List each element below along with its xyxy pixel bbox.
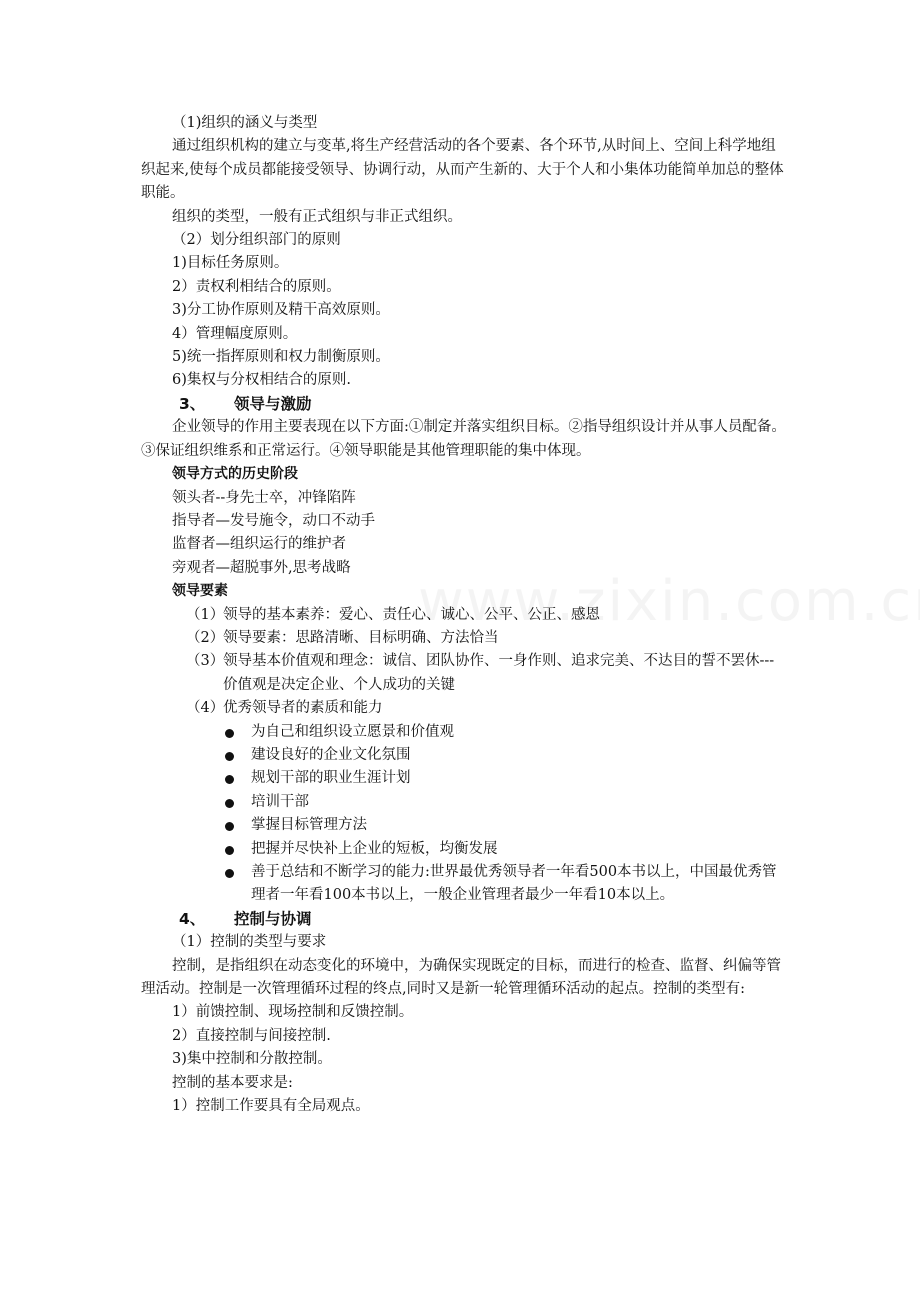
section-number: 4、	[179, 909, 206, 928]
item-label: （4）	[186, 700, 225, 717]
dept-principle: 6)集权与分权相结合的原则.	[172, 372, 351, 389]
dept-heading: （2）划分组织部门的原则	[172, 232, 341, 249]
lead-element-item	[141, 604, 786, 627]
lead-history-heading: 领导方式的历史阶段	[172, 466, 298, 483]
section-title: 领导与激励	[234, 394, 312, 413]
section-3-heading	[141, 393, 786, 416]
dept-principle: 3)分工协作原则及精干高效原则。	[172, 302, 390, 319]
lead-history-item: 旁观者—超脱事外,思考战略	[172, 559, 351, 576]
document-body	[141, 112, 786, 1118]
bullet-text: 培训干部	[251, 793, 309, 810]
org-definition: 通过组织机构的建立与变革,将生产经营活动的各个要素、各个环节,从时间上、空间上科学地组织起来,使每个成员都能接受领导、协调行动，从而产生新的、大于个人和小集体功能简单加总的整体职能。	[141, 138, 784, 202]
item-label: （3）	[186, 653, 225, 670]
dept-principle: 5)统一指挥原则和权力制衡原则。	[172, 349, 390, 366]
bullet-dot-icon	[225, 869, 234, 878]
bullet-text: 掌握目标管理方法	[251, 817, 367, 834]
bullet-item	[141, 721, 786, 744]
org-types: 组织的类型，一般有正式组织与非正式组织。	[172, 208, 462, 225]
lead-history-item: 指导者—发号施令，动口不动手	[172, 512, 375, 529]
ctrl-heading: （1）控制的类型与要求	[172, 934, 327, 951]
item-text: 领导的基本素养：爱心、责任心、诚心、公平、公正、感恩	[223, 606, 600, 623]
bullet-item	[141, 767, 786, 790]
bullet-item	[141, 791, 786, 814]
dept-principle: 2）责权利相结合的原则。	[172, 278, 341, 295]
bullet-dot-icon	[225, 822, 234, 831]
bullet-dot-icon	[225, 752, 234, 761]
dept-principle: 4）管理幅度原则。	[172, 325, 298, 342]
ctrl-type: 3)集中控制和分散控制。	[172, 1051, 332, 1068]
ctrl-type: 2）直接控制与间接控制.	[172, 1027, 331, 1044]
lead-element-item	[141, 627, 786, 650]
lead-role: 企业领导的作用主要表现在以下方面:①制定并落实组织目标。②指导组织设计并从事人员配备。③保证组织维系和正常运行。④领导职能是其他管理职能的集中体现。	[141, 419, 786, 459]
bullet-text: 把握并尽快补上企业的短板，均衡发展	[251, 840, 498, 857]
bullet-text: 规划干部的职业生涯计划	[251, 770, 411, 787]
item-text: 优秀领导者的素质和能力	[223, 700, 383, 717]
section-number: 3、	[179, 394, 206, 413]
bullet-dot-icon	[225, 775, 234, 784]
bullet-text: 善于总结和不断学习的能力:世界最优秀领导者一年看500本书以上，中国最优秀管理者一年看100本书以上，一般企业管理者最少一年看10本以上。	[251, 864, 777, 904]
lead-elements-heading: 领导要素	[172, 583, 228, 600]
item-label: （2）	[186, 629, 225, 646]
bullet-item	[141, 861, 786, 908]
section-4-heading	[141, 908, 786, 931]
bullet-dot-icon	[225, 799, 234, 808]
lead-history-item: 监督者—组织运行的维护者	[172, 536, 346, 553]
bullet-item	[141, 814, 786, 837]
bullet-item	[141, 744, 786, 767]
dept-principle: 1)目标任务原则。	[172, 255, 289, 272]
ctrl-req-heading: 控制的基本要求是:	[172, 1074, 293, 1091]
item-label: （1）	[186, 606, 225, 623]
bullet-dot-icon	[225, 729, 234, 738]
ctrl-req: 1）控制工作要具有全局观点。	[172, 1098, 370, 1115]
section-title: 控制与协调	[234, 909, 312, 928]
lead-history-item: 领头者--身先士卒，冲锋陷阵	[172, 489, 356, 506]
ctrl-definition: 控制，是指组织在动态变化的环境中，为确保实现既定的目标，而进行的检查、监督、纠偏等管理活动。控制是一次管理循环过程的终点,同时又是新一轮管理循环活动的起点。控制的类型有:	[141, 957, 781, 998]
bullet-dot-icon	[225, 846, 234, 855]
bullet-item	[141, 838, 786, 861]
item-text: 领导基本价值观和理念：诚信、团队协作、一身作则、追求完美、不达目的誓不罢休---价值观是决定企业、个人成功的关键	[223, 653, 775, 693]
bullet-text: 为自己和组织设立愿景和价值观	[251, 723, 454, 740]
bullet-text: 建设良好的企业文化氛围	[251, 746, 411, 763]
item-text: 领导要素：思路清晰、目标明确、方法恰当	[223, 629, 499, 646]
ctrl-type: 1）前馈控制、现场控制和反馈控制。	[172, 1004, 414, 1021]
org-heading: （1)组织的涵义与类型	[172, 115, 318, 131]
lead-element-item	[141, 697, 786, 720]
lead-element-item	[141, 650, 786, 697]
